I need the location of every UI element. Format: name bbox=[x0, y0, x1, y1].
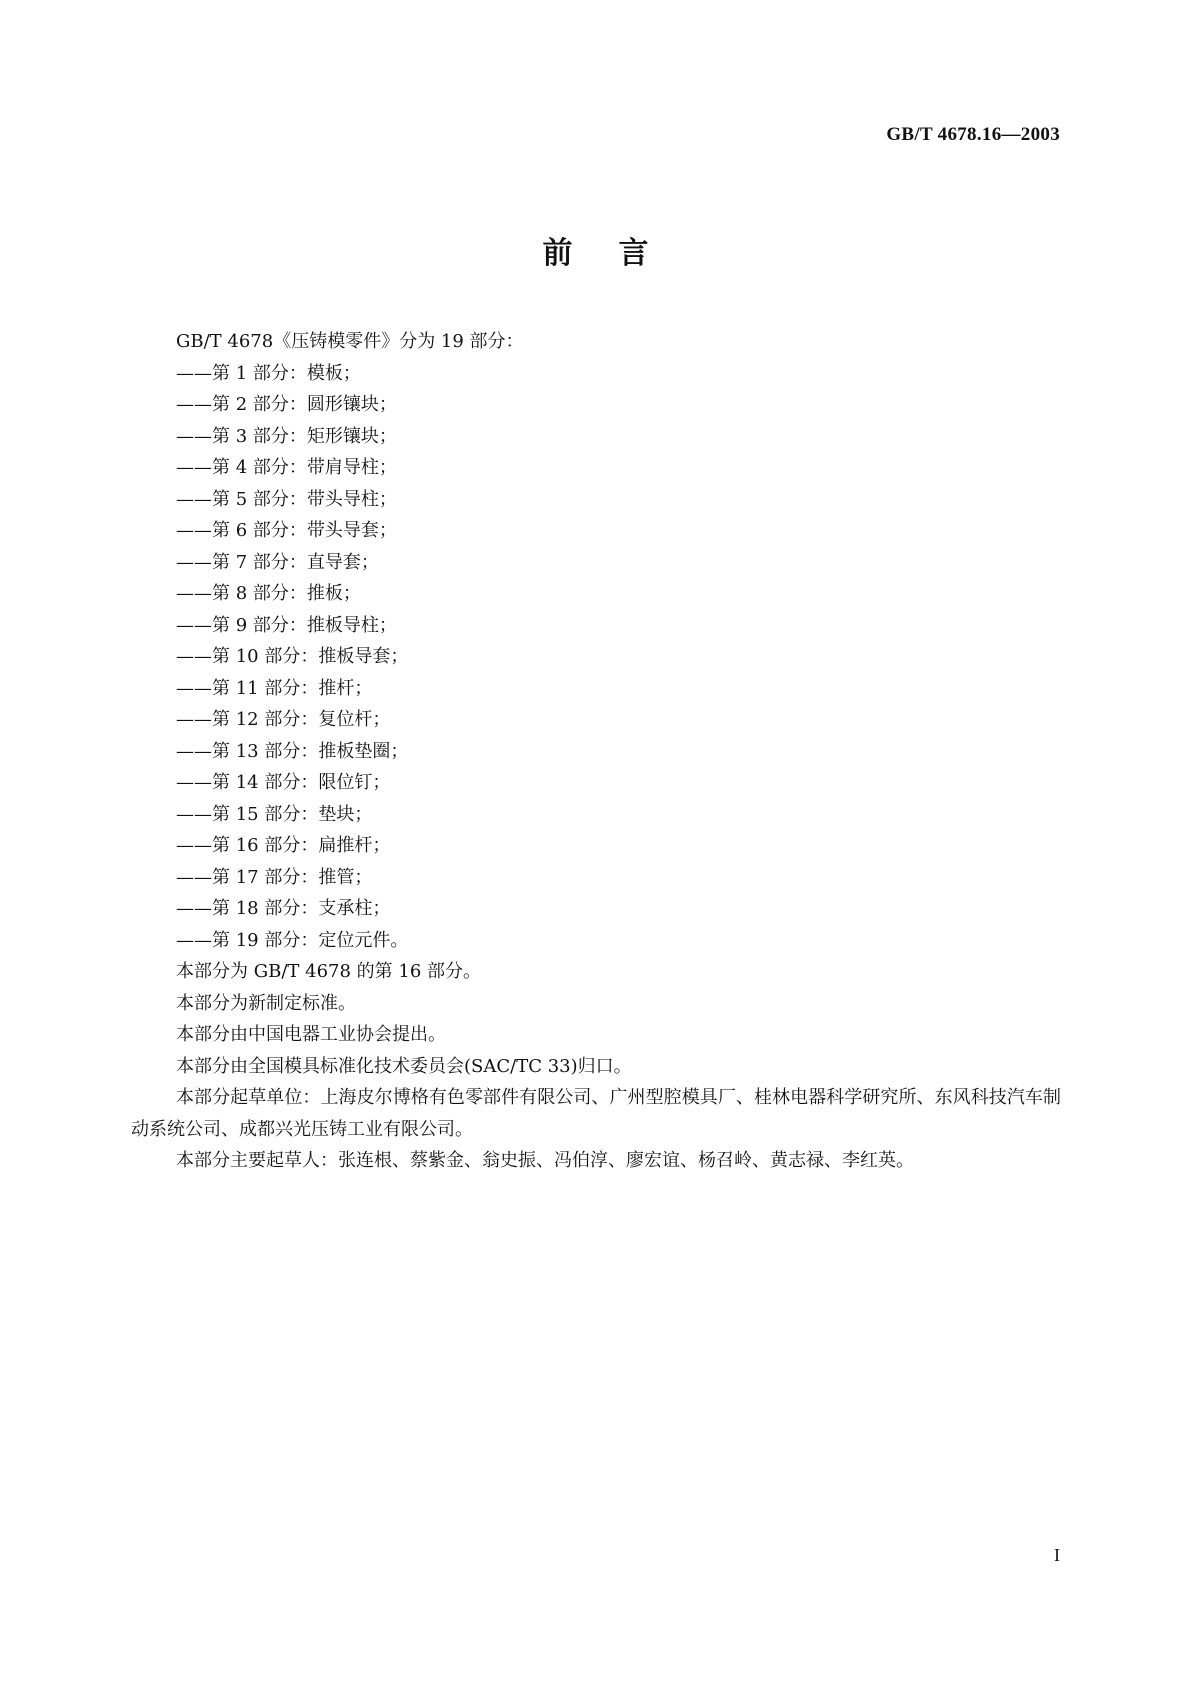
standard-code: GB/T 4678.16—2003 bbox=[886, 124, 1060, 145]
list-item: ——第 5 部分：带头导柱； bbox=[176, 488, 397, 510]
list-item: ——第 6 部分：带头导套； bbox=[176, 520, 397, 541]
list-item: ——第 8 部分：推板； bbox=[176, 583, 361, 604]
list-item: ——第 16 部分：扁推杆； bbox=[176, 835, 391, 856]
list-item: ——第 3 部分：矩形镶块； bbox=[176, 425, 397, 447]
intro-line: GB/T 4678《压铸模零件》分为 19 部分： bbox=[176, 331, 524, 352]
list-item: ——第 1 部分：模板； bbox=[176, 362, 361, 384]
page-title: 前言 bbox=[542, 236, 695, 271]
list-item: ——第 9 部分：推板导柱； bbox=[176, 614, 397, 636]
parts-list bbox=[131, 358, 1061, 957]
foreword-body bbox=[131, 326, 1061, 1177]
list-item: ——第 12 部分：复位杆； bbox=[176, 709, 391, 730]
list-item: ——第 18 部分：支承柱； bbox=[176, 898, 391, 919]
list-item: ——第 7 部分：直导套； bbox=[176, 551, 379, 573]
paragraph-drafters: 本部分主要起草人：张连根、蔡紫金、翁史振、冯伯淳、廖宏谊、杨召岭、黄志禄、李红英。 bbox=[176, 1150, 914, 1171]
paragraph-committee: 本部分由全国模具标准化技术委员会(SAC/TC 33)归口。 bbox=[176, 1055, 632, 1077]
list-item: ——第 2 部分：圆形镶块； bbox=[176, 394, 397, 415]
list-item: ——第 19 部分：定位元件。 bbox=[176, 929, 409, 951]
list-item: ——第 11 部分：推杆； bbox=[176, 677, 373, 699]
list-item: ——第 14 部分：限位钉； bbox=[176, 772, 391, 793]
list-item: ——第 10 部分：推板导套； bbox=[176, 646, 409, 667]
list-item: ——第 4 部分：带肩导柱； bbox=[176, 457, 397, 478]
paragraph-drafting-units: 本部分起草单位：上海皮尔博格有色零部件有限公司、广州型腔模具厂、桂林电器科学研究所、东风科技汽车制动系统公司、成都兴光压铸工业有限公司。 bbox=[131, 1087, 1061, 1140]
paragraph-new-standard: 本部分为新制定标准。 bbox=[176, 992, 356, 1014]
page-number: I bbox=[1054, 1545, 1060, 1565]
list-item: ——第 17 部分：推管； bbox=[176, 866, 373, 888]
paragraph-part-number: 本部分为 GB/T 4678 的第 16 部分。 bbox=[176, 961, 481, 982]
list-item: ——第 15 部分：垫块； bbox=[176, 803, 373, 825]
list-item: ——第 13 部分：推板垫圈； bbox=[176, 740, 409, 762]
paragraph-proposer: 本部分由中国电器工业协会提出。 bbox=[176, 1024, 446, 1045]
